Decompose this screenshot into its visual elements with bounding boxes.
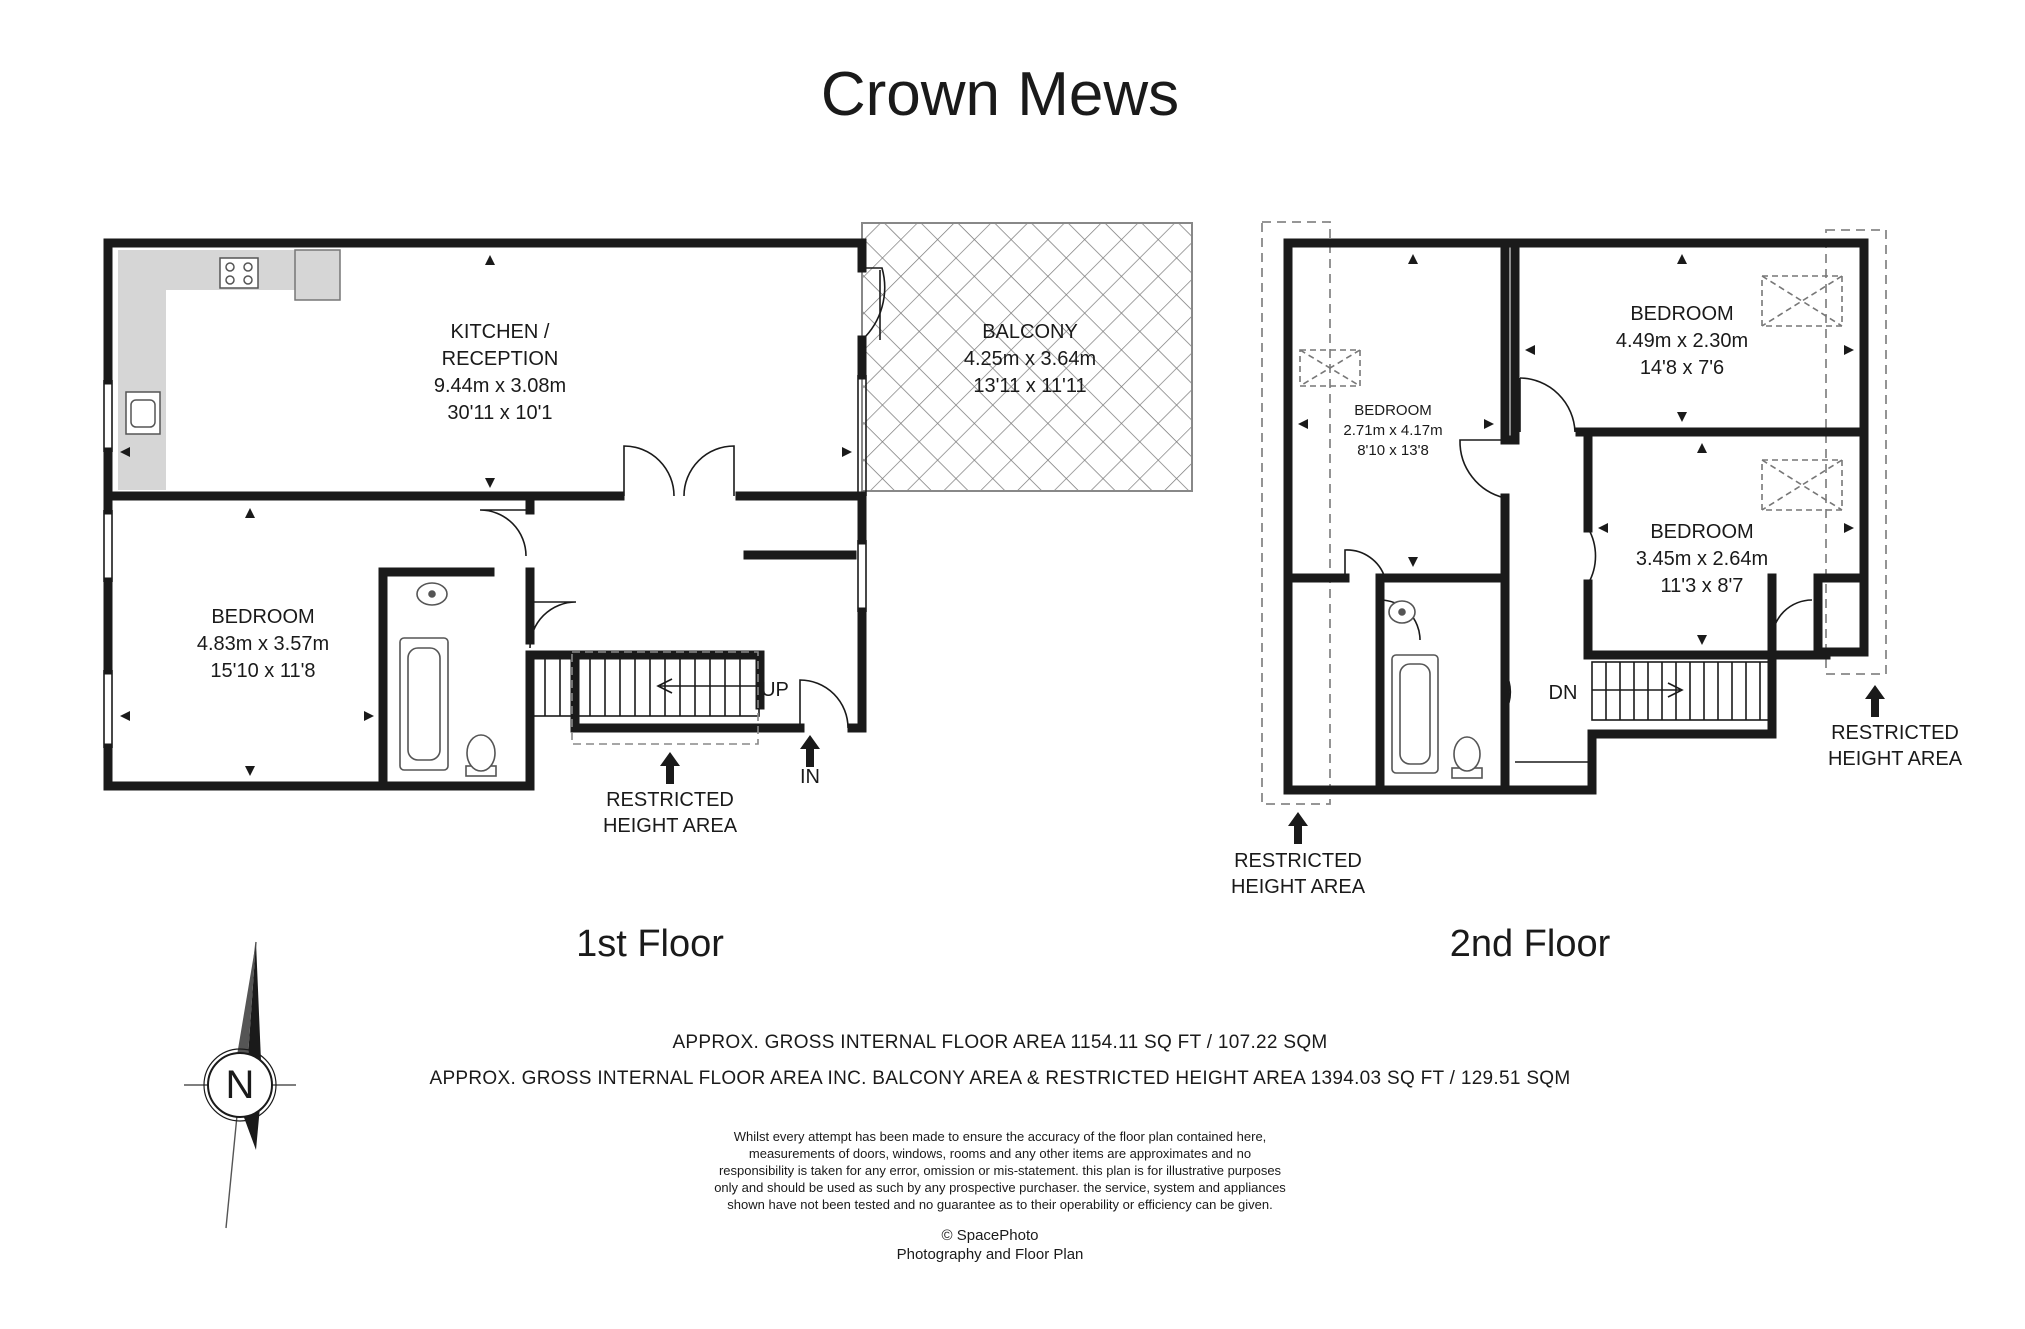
kitchen-sink-icon: [126, 392, 160, 434]
room-dimensions-metric: 4.83m x 3.57m: [196, 633, 330, 655]
first-floor-plan: [104, 223, 1192, 786]
room-label: BALCONY: [982, 321, 1078, 343]
room-dimensions-imperial: 14'8 x 7'6: [1639, 357, 1725, 379]
compass-north-label: N: [225, 1063, 255, 1107]
room-label: BEDROOM: [1354, 402, 1432, 419]
room-dimensions-imperial: 8'10 x 13'8: [1357, 442, 1429, 459]
room-dimensions-metric: 9.44m x 3.08m: [433, 375, 567, 397]
room-dimensions-imperial: 15'10 x 11'8: [210, 660, 316, 682]
page-title: Crown Mews: [820, 60, 1180, 129]
stairs-up-label: UP: [761, 679, 789, 701]
stairs-down-label: DN: [1548, 682, 1578, 704]
toilet-icon: [467, 735, 495, 771]
room-dimensions-imperial: 13'11 x 11'11: [973, 375, 1087, 397]
restricted-arrow-right-icon: [1865, 685, 1885, 717]
room-dimensions-metric: 3.45m x 2.64m: [1635, 548, 1769, 570]
first-floor-bathroom-fixtures: [400, 583, 496, 776]
disclaimer: Whilst every attempt has been made to ensure the accuracy of the floor plan contained here, measurements of doors, windows, rooms and any other items are approximates and no responsibility is taken for any error, omission or mis-statement. this plan is for illustrative purposes only and should be used as such by any prospective purchaser. the service, system and appliances shown have not been tested and no guarantee as to their operability or efficiency can be given.: [714, 1129, 1286, 1212]
credit: © SpacePhoto Photography and Floor Plan: [896, 1227, 1084, 1263]
worktop-unit: [295, 250, 340, 300]
room-label: BEDROOM: [1650, 521, 1754, 543]
room-label: BEDROOM: [211, 606, 315, 628]
restricted-height-label-left: RESTRICTED HEIGHT AREA: [1230, 850, 1366, 898]
second-floor-stairs: [1592, 662, 1772, 720]
room-label-line2: RECEPTION: [441, 348, 559, 370]
floor-title-1st: 1st Floor: [576, 923, 724, 965]
room-dimensions-metric: 4.49m x 2.30m: [1615, 330, 1749, 352]
restricted-arrow-icon: [660, 752, 680, 784]
restricted-height-label-right: RESTRICTED HEIGHT AREA: [1827, 722, 1963, 770]
restricted-height-label-1st: RESTRICTED HEIGHT AREA: [602, 789, 738, 837]
room-label: BEDROOM: [1630, 303, 1734, 325]
toilet-icon-2: [1454, 737, 1480, 771]
room-dimensions-imperial: 11'3 x 8'7: [1660, 575, 1744, 597]
room-dimensions-imperial: 30'11 x 10'1: [447, 402, 553, 424]
restricted-arrow-left-icon: [1288, 812, 1308, 844]
room-dimensions-metric: 4.25m x 3.64m: [963, 348, 1097, 370]
kitchen-worktop: [118, 250, 295, 490]
floor-title-2nd: 2nd Floor: [1449, 923, 1611, 965]
entrance-arrow-icon: [800, 735, 820, 767]
gross-internal-area: APPROX. GROSS INTERNAL FLOOR AREA 1154.11 SQ FT / 107.22 SQM: [672, 1032, 1328, 1053]
entrance-label: IN: [800, 766, 820, 788]
second-floor-restricted-zones: [1262, 222, 1886, 804]
gross-internal-area-inc-balcony: APPROX. GROSS INTERNAL FLOOR AREA INC. BALCONY AREA & RESTRICTED HEIGHT AREA 1394.03 SQ FT / 129.51 SQM: [429, 1068, 1571, 1089]
second-floor-bathroom-fixtures: [1389, 601, 1482, 778]
room-label-line1: KITCHEN /: [450, 321, 550, 343]
room-dimensions-metric: 2.71m x 4.17m: [1343, 422, 1443, 439]
hob-icon: [220, 258, 258, 288]
